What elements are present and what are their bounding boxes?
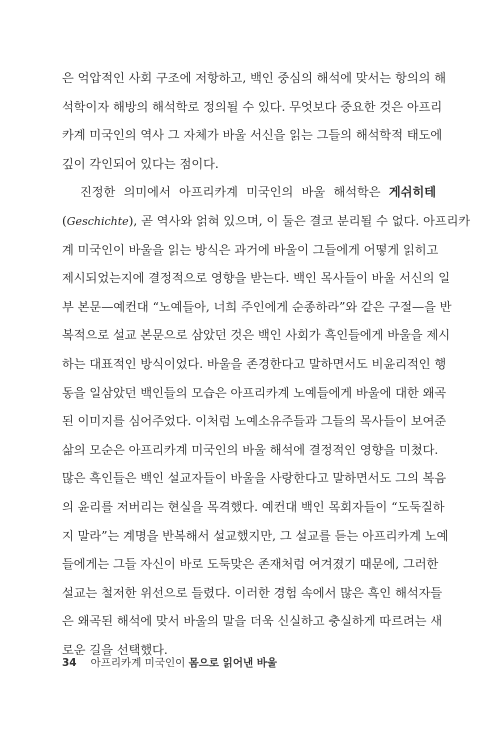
text-line: 의 윤리를 저버리는 현실을 목격했다. 예컨대 백인 목회자들이 “도둑질하 — [62, 499, 445, 514]
text-line: 삶의 모순은 아프리카계 미국인의 바울 해석에 결정적인 영향을 미쳤다. — [62, 442, 439, 457]
paragraph-1 — [62, 64, 447, 178]
text-line: 부 본문—예컨대 “노예들아, 너희 주인에게 순종하라”와 같은 구절—을 반 — [62, 299, 452, 314]
page-number: 34 — [62, 657, 77, 669]
bold-term: 게쉬히테 — [388, 185, 436, 200]
text-line — [62, 178, 436, 207]
paragraph-2 — [62, 178, 471, 664]
open-paren: ( — [62, 213, 67, 228]
text-line: 계 미국인이 바울을 읽는 방식은 과거에 바울이 그들에게 어떻게 읽히고 — [62, 242, 439, 257]
text-line: 많은 흑인들은 백인 설교자들이 바울을 사랑한다고 말하면서도 그의 복음 — [62, 471, 447, 486]
text-line: 석학이자 해방의 해석학로 정의될 수 있다. 무엇보다 중요한 것은 아프리 — [62, 99, 443, 114]
text-line: 로운 길을 선택했다. — [62, 642, 168, 657]
text-line: 된 이미지를 심어주었다. 이처럼 노예소유주들과 그들의 목사들이 보여준 — [62, 414, 447, 429]
text-line: 은 왜곡된 해석에 맞서 바울의 말을 더욱 신실하고 충실하게 따르려는 새 — [62, 614, 443, 629]
text-line: 하는 대표적인 방식이었다. 바울을 존경한다고 말하면서도 비윤리적인 행 — [62, 356, 447, 371]
text-line: 지 말라”는 계명을 반복해서 설교했지만, 그 설교를 듣는 아프리카계 노예 — [62, 528, 449, 543]
text-run: 진정한 의미에서 아프리카계 미국인의 바울 해석학은 — [80, 185, 389, 200]
text-line — [62, 207, 471, 236]
text-line: 동을 일삼았던 백인들의 모습은 아프리카계 노예들에게 바울에 대한 왜곡 — [62, 385, 447, 400]
page-body — [62, 64, 471, 664]
text-line: 은 억압적인 사회 구조에 저항하고, 백인 중심의 해석에 맞서는 항의의 해 — [62, 71, 447, 85]
page-footer — [62, 655, 277, 670]
text-line: 복적으로 설교 본문으로 삼았던 것은 백인 사회가 흑인들에게 바울을 제시 — [62, 328, 451, 343]
italic-term: Geschichte — [66, 214, 129, 228]
text-line: 들에게는 그들 자신이 바로 도둑맞은 존재처럼 여겨졌기 때문에, 그러한 — [62, 557, 439, 572]
book-title: 아프리카계 미국인이 — [90, 657, 189, 669]
text-line: 카계 미국인의 역사 그 자체가 바울 서신을 읽는 그들의 해석학적 태도에 — [62, 128, 443, 143]
text-line: 제시되었는지에 결정적으로 영향을 받는다. 백인 목사들이 바울 서신의 일 — [62, 271, 451, 286]
text-line: 깊이 각인되어 있다는 점이다. — [62, 156, 219, 171]
text-line: 설교는 철저한 위선으로 들렸다. 이러한 경험 속에서 많은 흑인 해석자들 — [62, 585, 443, 600]
text-run: ), 곧 역사와 얽혀 있으며, 이 둘은 결코 분리될 수 없다. 아프리카 — [128, 213, 471, 228]
book-title-bold: 몸으로 읽어낸 바울 — [188, 657, 278, 669]
